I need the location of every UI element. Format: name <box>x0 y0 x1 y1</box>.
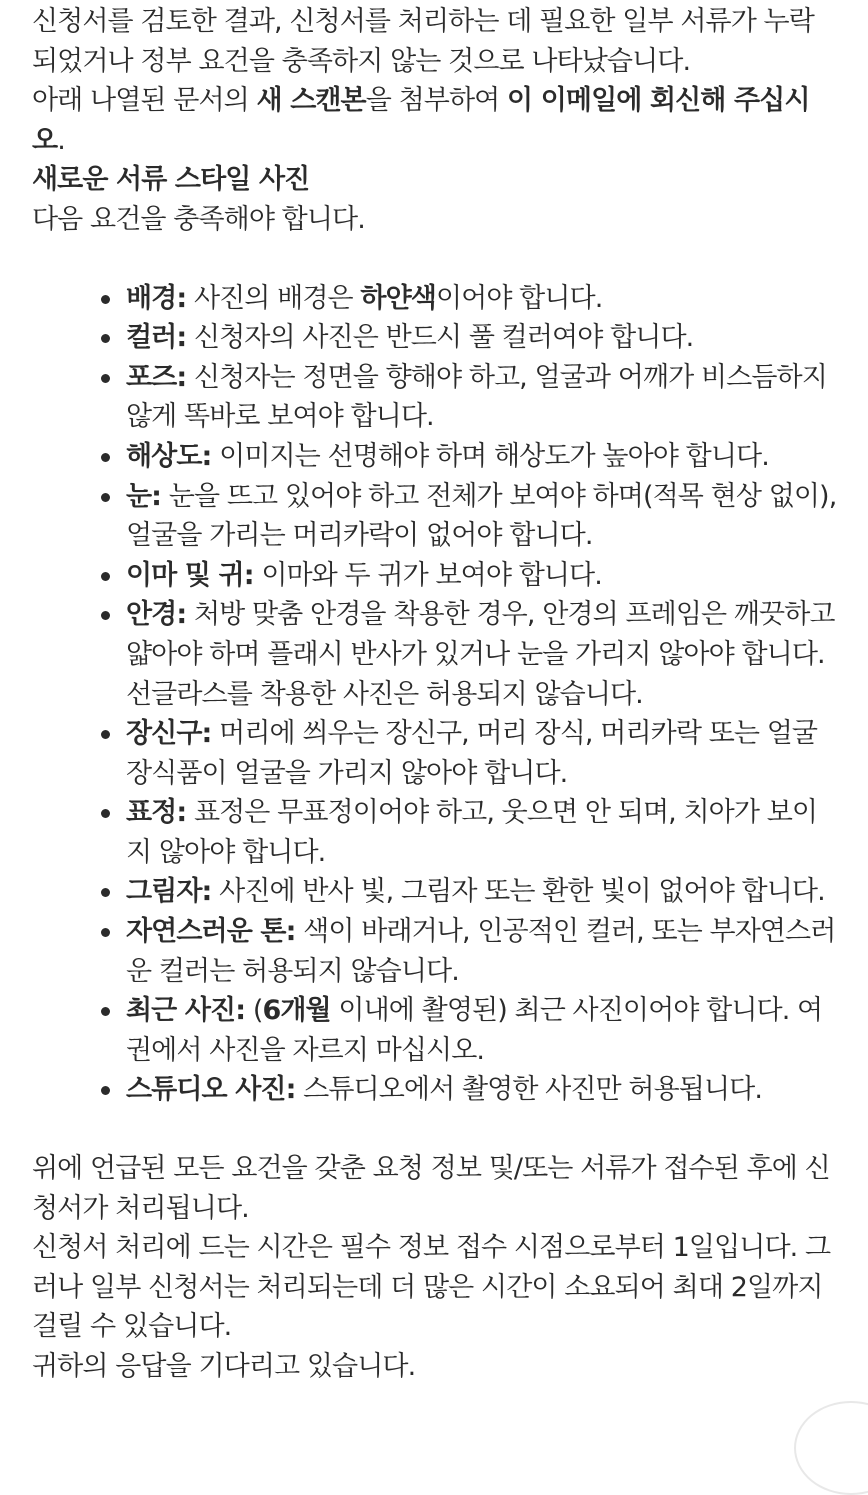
requirement-text: 색이 바래거나, 인공적인 컬러, 또는 부자연스러운 컬러는 허용되지 않습니다. <box>126 916 836 987</box>
requirement-label: 눈: <box>126 480 162 512</box>
requirement-label: 표정: <box>126 797 187 829</box>
new-scan-emphasis: 새 스캔본 <box>256 85 366 117</box>
requirement-item <box>126 477 838 556</box>
requirement-item <box>126 991 838 1070</box>
instruction-paragraph <box>32 81 838 160</box>
requirement-label: 컬러: <box>126 322 187 354</box>
requirement-label: 안경: <box>126 599 187 631</box>
requirement-text: ( <box>245 995 263 1027</box>
requirement-text: 신청자는 정면을 향해야 하고, 얼굴과 어깨가 비스듬하지 않게 똑바로 보여야 합니다. <box>126 361 827 433</box>
requirement-label: 최근 사진: <box>126 995 246 1027</box>
corner-decoration <box>794 1401 868 1495</box>
closing-paragraph-1: 위에 언급된 모든 요건을 갖춘 요청 정보 및/또는 서류가 접수된 후에 신청서가 처리됩니다. <box>32 1153 830 1224</box>
requirement-item <box>126 714 838 793</box>
requirement-label: 포즈: <box>126 361 187 393</box>
closing-paragraph-2: 신청서 처리에 드는 시간은 필수 정보 접수 시점으로부터 1일입니다. 그러나 일부 신청서는 처리되는데 더 많은 시간이 소요되어 최대 2일까지 걸릴 수 있습니다. <box>32 1232 831 1343</box>
requirement-label: 그림자: <box>126 876 212 908</box>
closing-section <box>32 1149 838 1387</box>
requirement-text-end: 이내에 촬영된) 최근 사진이어야 합니다. 여권에서 사진을 자르지 마십시오. <box>126 995 823 1066</box>
requirement-label: 장신구: <box>126 718 212 750</box>
requirement-item <box>126 793 838 872</box>
requirements-list <box>32 279 838 1110</box>
requirement-label: 배경: <box>126 282 187 314</box>
requirement-text: 이마와 두 귀가 보여야 합니다. <box>253 559 602 591</box>
requirement-item <box>126 358 838 437</box>
instruction-text-1: 아래 나열된 문서의 <box>32 85 257 117</box>
requirement-text: 이미지는 선명해야 하며 해상도가 높아야 합니다. <box>211 440 769 472</box>
email-body <box>32 2 838 1387</box>
requirement-item <box>126 1070 838 1110</box>
closing-paragraph-3: 귀하의 응답을 기다리고 있습니다. <box>32 1351 416 1382</box>
requirement-text: 사진의 배경은 <box>186 282 361 314</box>
requirement-emphasis: 6개월 <box>262 995 331 1027</box>
requirement-item <box>126 912 838 991</box>
requirement-item <box>126 437 838 477</box>
requirement-item <box>126 279 838 319</box>
requirement-item <box>126 556 838 596</box>
instruction-text-3: . <box>57 124 65 156</box>
reply-emphasis: 이 이메일에 회신해 주십시오 <box>32 85 810 156</box>
requirement-text: 사진에 반사 빛, 그림자 또는 환한 빛이 없어야 합니다. <box>211 876 825 908</box>
requirement-item <box>126 318 838 358</box>
requirement-label: 스튜디오 사진: <box>126 1074 296 1106</box>
requirement-label: 해상도: <box>126 440 212 472</box>
requirement-text: 처방 맞춤 안경을 착용한 경우, 안경의 프레임은 깨끗하고 얇아야 하며 플래시 반사가 있거나 눈을 가리지 않아야 합니다. 선글라스를 착용한 사진은 허용되지 않습니다. <box>126 599 835 710</box>
requirement-text: 머리에 씌우는 장신구, 머리 장식, 머리카락 또는 얼굴 장식품이 얼굴을 가리지 않아야 합니다. <box>126 718 818 789</box>
requirement-item <box>126 872 838 912</box>
requirement-text: 신청자의 사진은 반드시 풀 컬러여야 합니다. <box>186 322 694 354</box>
requirement-label: 이마 및 귀: <box>126 559 254 591</box>
section-subtext: 다음 요건을 충족해야 합니다. <box>32 203 365 235</box>
requirement-text-end: 이어야 합니다. <box>435 282 603 314</box>
section-heading: 새로운 서류 스타일 사진 <box>32 164 310 196</box>
requirement-text: 표정은 무표정이어야 하고, 웃으면 안 되며, 치아가 보이지 않아야 합니다. <box>126 797 818 868</box>
requirement-item <box>126 595 838 714</box>
requirement-text: 눈을 뜨고 있어야 하고 전체가 보여야 하며(적목 현상 없이), 얼굴을 가리는 머리카락이 없어야 합니다. <box>126 480 837 552</box>
requirement-label: 자연스러운 톤: <box>126 916 296 948</box>
instruction-text-2: 을 첨부하여 <box>365 85 508 117</box>
requirement-emphasis: 하얀색 <box>360 282 436 314</box>
requirement-text: 스튜디오에서 촬영한 사진만 허용됩니다. <box>295 1074 763 1106</box>
intro-paragraph: 신청서를 검토한 결과, 신청서를 처리하는 데 필요한 일부 서류가 누락되었거나 정부 요건을 충족하지 않는 것으로 나타났습니다. <box>32 6 814 77</box>
